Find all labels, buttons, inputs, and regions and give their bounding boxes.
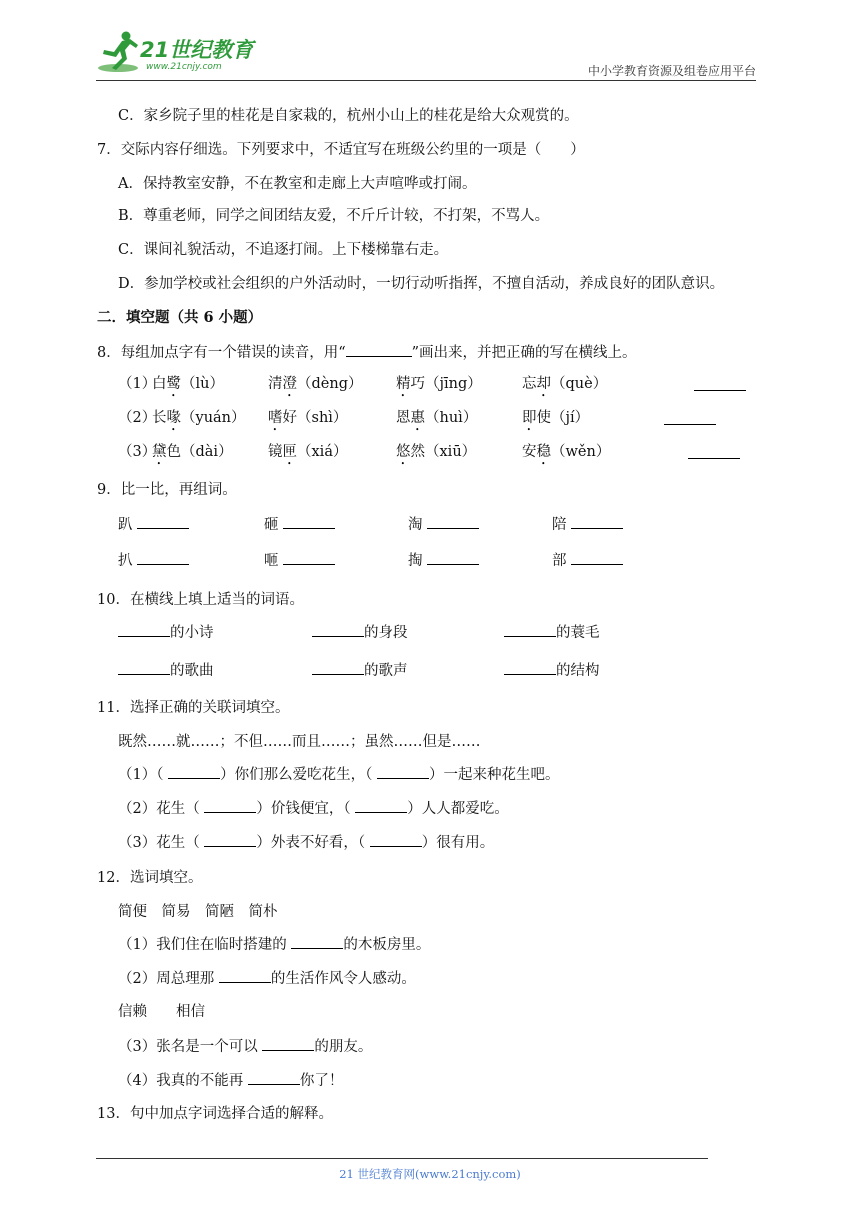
q9-compare-item xyxy=(408,514,479,534)
q10-phrase: 的身段 xyxy=(364,625,408,641)
q8-dotted-char: 却 xyxy=(536,376,551,392)
q11-blank-1 xyxy=(204,798,256,813)
q8-row-number: （1） xyxy=(118,376,157,392)
q9-char: 掏 xyxy=(408,553,423,569)
q8-word-post: 色（dài） xyxy=(166,444,233,460)
q8-dotted-char: 稳 xyxy=(536,444,551,460)
q9-word-blank xyxy=(571,514,623,529)
q8-word-item xyxy=(522,374,607,394)
q9-word-blank xyxy=(137,550,189,565)
q9-compare-item xyxy=(408,550,479,570)
q8-word-post: 好（shì） xyxy=(282,410,348,426)
platform-name: 中小学教育资源及组卷应用平台 xyxy=(587,64,756,78)
q8-dotted-char: 黛 xyxy=(152,444,167,460)
q10-fill-item xyxy=(504,622,600,642)
logo xyxy=(96,30,256,80)
page-header xyxy=(0,0,860,84)
q11-stem: 11．选择正确的关联词填空。 xyxy=(97,700,290,716)
q10-phrase: 的歌声 xyxy=(364,663,408,679)
q8-word-post: （dèng） xyxy=(297,376,363,392)
q8-dotted-char: 鹭 xyxy=(166,376,181,392)
q9-char: 扒 xyxy=(118,553,133,569)
q9-char: 陪 xyxy=(552,517,567,533)
q11-text-a: （3）花生（ xyxy=(118,835,205,851)
q12-s2-blank xyxy=(219,968,271,983)
q7-option-d: D．参加学校或社会组织的户外活动时，一切行动听指挥，不擅自活动，养成良好的团队意识。 xyxy=(118,276,725,292)
q10-fill-item xyxy=(118,622,214,642)
q10-phrase: 的结构 xyxy=(556,663,600,679)
q6-option-c: C．家乡院子里的桂花是自家栽的，杭州小山上的桂花是给大众观赏的。 xyxy=(118,108,579,124)
q11-sentence xyxy=(118,764,559,784)
q11-sentence xyxy=(118,832,494,852)
q12-sentence-3 xyxy=(118,1036,372,1056)
q11-text-a: （1）（ xyxy=(118,767,169,783)
q11-text-b: ）你们那么爱吃花生，（ xyxy=(220,767,377,783)
q9-word-blank xyxy=(137,514,189,529)
q10-blank xyxy=(118,660,170,675)
q10-stem: 10．在横线上填上适当的词语。 xyxy=(97,592,304,608)
q8-word-item xyxy=(396,408,477,428)
q7-option-a: A．保持教室安静，不在教室和走廊上大声喧哗或打闹。 xyxy=(118,176,477,192)
q8-word-item xyxy=(152,442,233,462)
q7-option-b: B．尊重老师，同学之间团结友爱，不斤斤计较，不打架，不骂人。 xyxy=(118,208,550,224)
q8-word-pre: 恩 xyxy=(396,410,411,426)
q8-word-item xyxy=(268,408,347,428)
q12-s1-blank xyxy=(291,934,343,949)
q12-word-group-1: 简便 简易 简陋 简朴 xyxy=(118,904,278,920)
q8-word-pre: 镜 xyxy=(268,444,283,460)
q10-blank xyxy=(312,622,364,637)
q12-stem: 12．选词填空。 xyxy=(97,870,203,886)
q8-dotted-char: 澄 xyxy=(282,376,297,392)
q8-answer-blank xyxy=(694,376,746,391)
q11-text-b: ）价钱便宜，（ xyxy=(256,801,356,817)
footer-divider xyxy=(96,1158,708,1159)
q11-sentence xyxy=(118,798,509,818)
q10-blank xyxy=(312,660,364,675)
q10-blank xyxy=(504,622,556,637)
q8-stem-blank xyxy=(346,342,412,357)
q13-stem: 13．句中加点字词选择合适的解释。 xyxy=(97,1106,333,1122)
q8-word-item xyxy=(522,408,589,428)
q8-word-item xyxy=(152,408,246,428)
q8-dotted-char: 嗜 xyxy=(268,410,283,426)
q8-dotted-char: 匣 xyxy=(282,444,297,460)
runner-logo-icon xyxy=(96,30,142,74)
q10-fill-item xyxy=(504,660,600,680)
q8-answer-blank xyxy=(664,410,716,425)
q9-word-blank xyxy=(571,550,623,565)
q9-char: 部 xyxy=(552,553,567,569)
q8-row-number: （2） xyxy=(118,410,157,426)
q8-word-pre: 白 xyxy=(152,376,167,392)
q8-word-item xyxy=(268,442,347,462)
q12-s4-blank xyxy=(248,1070,300,1085)
q10-blank xyxy=(118,622,170,637)
q12-s3-text-b: 的朋友。 xyxy=(314,1039,373,1055)
q8-word-post: 然（xiū） xyxy=(410,444,477,460)
q8-word-post: （què） xyxy=(551,376,608,392)
q8-dotted-char: 喙 xyxy=(166,410,181,426)
q10-phrase: 的小诗 xyxy=(170,625,214,641)
q11-text-b: ）外表不好看，（ xyxy=(256,835,370,851)
q11-blank-2 xyxy=(370,832,422,847)
q11-text-a: （2）花生（ xyxy=(118,801,205,817)
q12-s3-blank xyxy=(262,1036,314,1051)
q7-stem: 7．交际内容仔细选。下列要求中，不适宜写在班级公约里的一项是（ ） xyxy=(97,142,585,158)
q8-dotted-char: 即 xyxy=(522,410,537,426)
q9-char: 咂 xyxy=(264,553,279,569)
q8-word-item xyxy=(396,374,482,394)
q12-s1-text-a: （1）我们住在临时搭建的 xyxy=(118,937,292,953)
q9-word-blank xyxy=(283,514,335,529)
logo-url: www.21cnjy.com xyxy=(146,62,222,72)
q8-stem-part2: ”画出来，并把正确的写在横线上。 xyxy=(411,345,637,361)
q9-stem: 9．比一比，再组词。 xyxy=(97,482,237,498)
q12-s2-text-b: 的生活作风令人感动。 xyxy=(270,971,416,987)
q11-blank-1 xyxy=(204,832,256,847)
q9-word-blank xyxy=(283,550,335,565)
q8-word-pre: 忘 xyxy=(522,376,537,392)
q11-blank-2 xyxy=(355,798,407,813)
q9-compare-item xyxy=(552,550,623,570)
q9-word-blank xyxy=(427,514,479,529)
q11-text-c: ）一起来种花生吧。 xyxy=(428,767,560,783)
q8-word-post: （lù） xyxy=(181,376,224,392)
q10-fill-item xyxy=(118,660,214,680)
q12-s1-text-b: 的木板房里。 xyxy=(343,937,431,953)
q8-row-number: （3） xyxy=(118,444,157,460)
q9-char: 趴 xyxy=(118,517,133,533)
q8-stem-part1: 8．每组加点字有一个错误的读音，用“ xyxy=(97,345,346,361)
q8-dotted-char: 悠 xyxy=(396,444,411,460)
q8-dotted-char: 精 xyxy=(396,376,411,392)
q8-stem xyxy=(97,342,637,362)
q7-option-c: C．课间礼貌活动，不追逐打闹。上下楼梯靠右走。 xyxy=(118,242,449,258)
q8-word-item xyxy=(152,374,224,394)
q8-word-pre: 安 xyxy=(522,444,537,460)
q8-word-post: （xiá） xyxy=(297,444,348,460)
q10-phrase: 的歌曲 xyxy=(170,663,214,679)
q11-options: 既然……就……；不但……而且……；虽然……但是…… xyxy=(118,734,481,750)
q12-s2-text-a: （2）周总理那 xyxy=(118,971,219,987)
q8-word-item xyxy=(522,442,610,462)
q9-compare-item xyxy=(118,550,189,570)
q10-phrase: 的蓑毛 xyxy=(556,625,600,641)
q9-compare-item xyxy=(552,514,623,534)
q8-answer-blank xyxy=(688,444,740,459)
q8-word-post: 使（jí） xyxy=(536,410,590,426)
q10-fill-item xyxy=(312,660,408,680)
q8-word-post: （wěn） xyxy=(551,444,611,460)
q11-text-c: ）人人都爱吃。 xyxy=(407,801,509,817)
q9-char: 砸 xyxy=(264,517,279,533)
q9-compare-item xyxy=(264,514,335,534)
q9-char: 淘 xyxy=(408,517,423,533)
q8-word-item xyxy=(268,374,362,394)
q10-fill-item xyxy=(312,622,408,642)
q12-s4-text-a: （4）我真的不能再 xyxy=(118,1073,248,1089)
q9-word-blank xyxy=(427,550,479,565)
q8-dotted-char: 惠 xyxy=(410,410,425,426)
logo-text: 21世纪教育 xyxy=(140,38,254,62)
section-heading: 二．填空题（共 6 小题） xyxy=(97,309,263,326)
header-divider xyxy=(96,80,756,81)
q8-word-post: （yuán） xyxy=(181,410,246,426)
q8-word-item xyxy=(396,442,476,462)
q8-word-post: （huì） xyxy=(425,410,478,426)
q9-compare-item xyxy=(118,514,189,534)
q12-sentence-4 xyxy=(118,1070,343,1090)
q9-compare-item xyxy=(264,550,335,570)
q8-word-pre: 清 xyxy=(268,376,283,392)
q11-blank-2 xyxy=(377,764,429,779)
q12-s3-text-a: （3）张名是一个可以 xyxy=(118,1039,263,1055)
q12-sentence-1 xyxy=(118,934,430,954)
q11-text-c: ）很有用。 xyxy=(421,835,495,851)
q12-sentence-2 xyxy=(118,968,416,988)
q12-word-group-2: 信赖 相信 xyxy=(118,1004,205,1020)
q12-s4-text-b: 你了！ xyxy=(299,1073,344,1089)
q11-blank-1 xyxy=(168,764,220,779)
q10-blank xyxy=(504,660,556,675)
q8-word-post: 巧（jīng） xyxy=(410,376,482,392)
footer-text: 21 世纪教育网(www.21cnjy.com) xyxy=(339,1167,521,1181)
q8-word-pre: 长 xyxy=(152,410,167,426)
